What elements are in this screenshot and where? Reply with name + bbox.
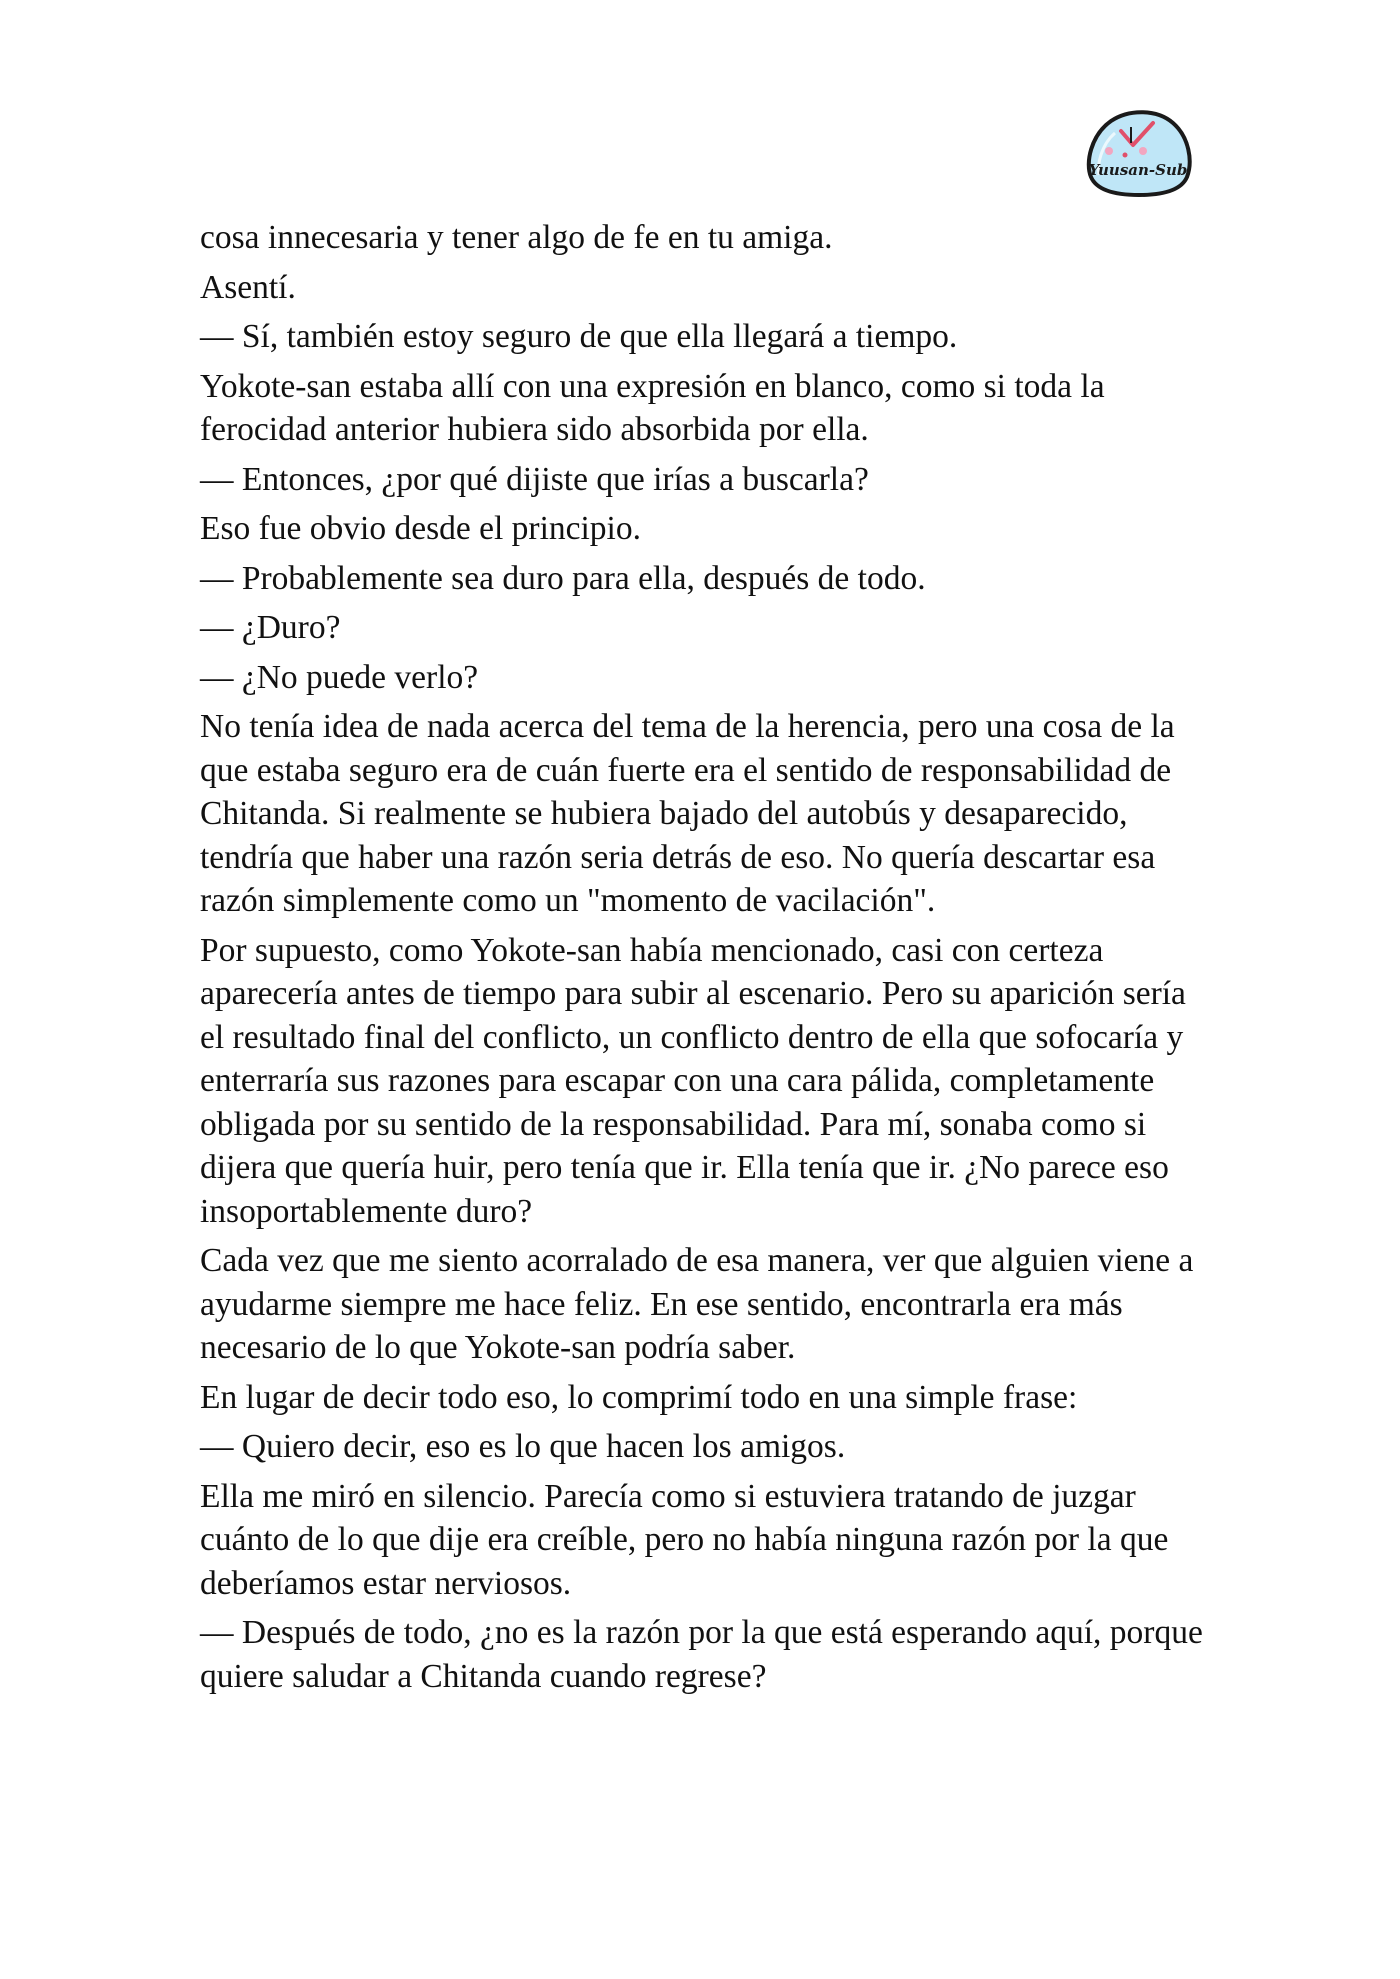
paragraph: Yokote-san estaba allí con una expresión en blanco, como si toda la ferocidad anterior hubiera sido absorbida por ella.: [200, 367, 1105, 448]
text-body: [200, 216, 1210, 1704]
dialogue-line: — ¿Duro?: [200, 609, 341, 646]
yuusan-sub-logo-icon: [1081, 105, 1196, 197]
dialogue-line: — Quiero decir, eso es lo que hacen los amigos.: [200, 1428, 846, 1465]
dialogue-line: — Entonces, ¿por qué dijiste que irías a buscarla?: [200, 460, 869, 498]
dialogue-line: — Después de todo, ¿no es la razón por la que está esperando aquí, porque quiere saludar a Chitanda cuando regrese?: [200, 1614, 1203, 1695]
paragraph: Cada vez que me siento acorralado de esa manera, ver que alguien viene a ayudarme siempre me hace feliz. En ese sentido, encontrarla era más necesario de lo que Yokote-san podría saber.: [200, 1242, 1194, 1366]
paragraph: cosa innecesaria y tener algo de fe en tu amiga.: [200, 219, 833, 256]
paragraph: Ella me miró en silencio. Parecía como si estuviera tratando de juzgar cuánto de lo que dije era creíble, pero no había ninguna razón por la que deberíamos estar nerviosos.: [200, 1477, 1169, 1602]
paragraph: Eso fue obvio desde el principio.: [200, 510, 641, 547]
dialogue-line: — ¿No puede verlo?: [200, 658, 479, 696]
dialogue-line: — Sí, también estoy seguro de que ella llegará a tiempo.: [200, 318, 958, 355]
paragraph: Asentí.: [200, 268, 296, 306]
paragraph: Por supuesto, como Yokote-san había mencionado, casi con certeza aparecería antes de tiempo para subir al escenario. Pero su aparición sería el resultado final del conflicto, un conflicto dentro de ella que sofocaría y enterraría sus razones para escapar con una cara pálida, completamente obligada por su sentido de la responsabilidad. Para mí, sonaba como si dijera que quería huir, pero tenía que ir. Ella tenía que ir. ¿No parece eso insoportablemente duro?: [200, 931, 1186, 1230]
logo-text: Yuusan-Sub: [1088, 161, 1188, 179]
watermark-logo: [1081, 105, 1196, 197]
dialogue-line: — Probablemente sea duro para ella, después de todo.: [200, 559, 926, 597]
paragraph: No tenía idea de nada acerca del tema de la herencia, pero una cosa de la que estaba seguro era de cuán fuerte era el sentido de responsabilidad de Chitanda. Si realmente se hubiera bajado del autobús y desaparecido, tendría que haber una razón seria detrás de eso. No quería descartar esa razón simplemente como un "momento de vacilación".: [200, 708, 1175, 919]
paragraph: En lugar de decir todo eso, lo comprimí todo en una simple frase:: [200, 1378, 1078, 1416]
